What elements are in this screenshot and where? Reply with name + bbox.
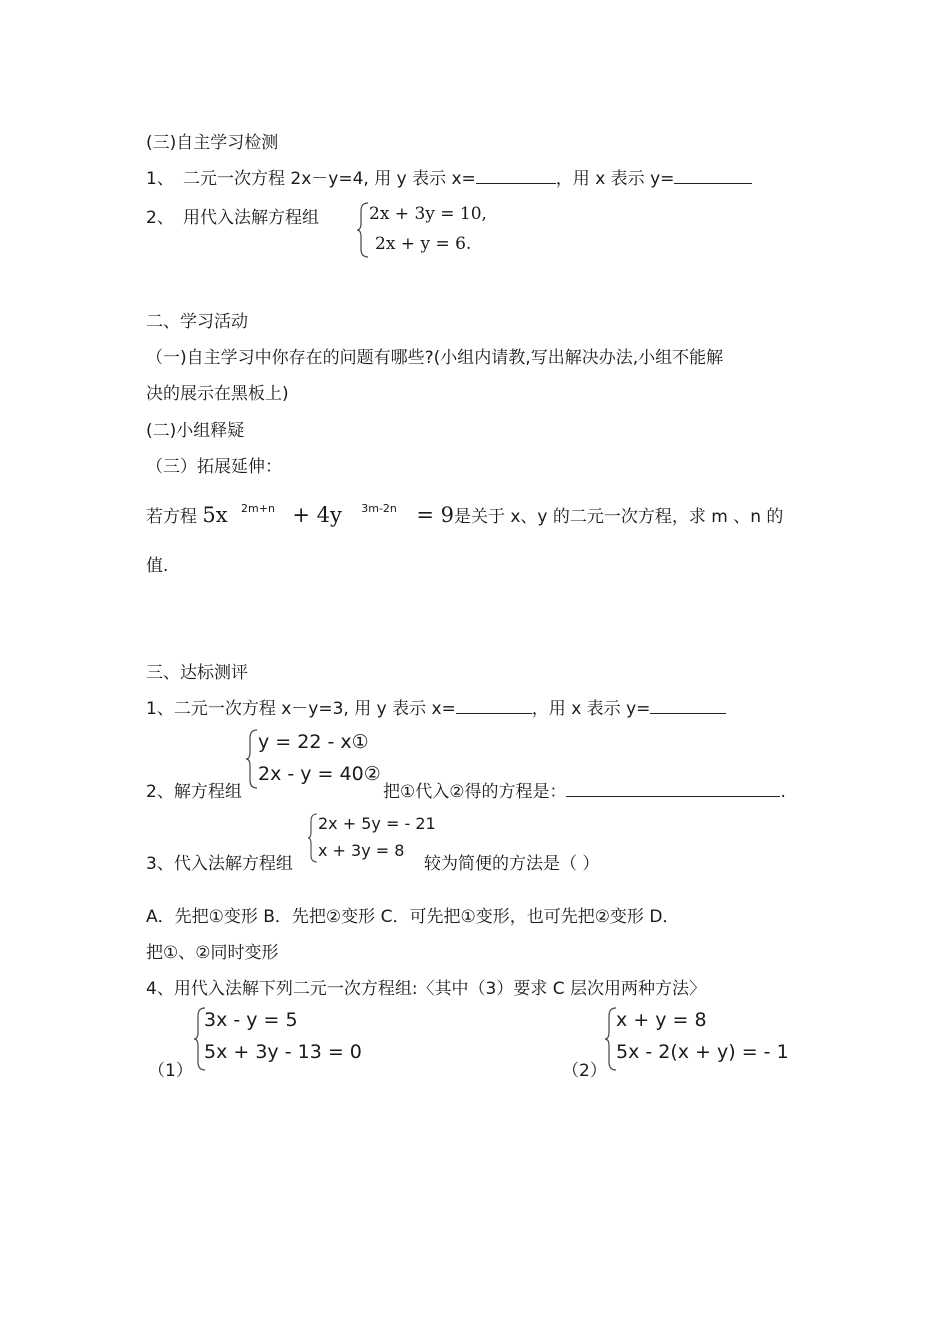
- paragraph-extension: （三）拓展延伸：: [146, 457, 282, 477]
- system-equation-2: 2x - y = 40②: [258, 763, 381, 785]
- question-1-line: [183, 164, 752, 189]
- question-1-number: 1、: [146, 169, 174, 189]
- section-heading-activity: 二、学习活动: [146, 312, 248, 332]
- answer-blank: [650, 699, 726, 714]
- exponent-2: 3m-2n: [361, 502, 397, 515]
- options-line2: 把①、②同时变形: [146, 943, 279, 963]
- system-equation-2: 2x + y = 6.: [375, 234, 472, 254]
- system-1-label: （1）: [148, 1061, 193, 1081]
- options-line1: A．先把①变形 B．先把②变形 C．可先把①变形，也可先把②变形 D．: [146, 907, 680, 927]
- term-4y: + 4y: [292, 503, 342, 527]
- test-question-2-post: [383, 777, 786, 802]
- extension-post: 是关于 x、y 的二元一次方程，求 m 、n 的: [453, 507, 784, 527]
- test-question-2-text: 把①代入②得的方程是：: [383, 782, 567, 802]
- paragraph-problems-line2: 决的展示在黑板上): [146, 384, 289, 404]
- extension-problem-line1: [146, 502, 783, 527]
- system-equation-1: 2x + 5y = - 21: [318, 814, 436, 833]
- extension-pre: 若方程: [146, 507, 197, 527]
- extension-problem-line2: 值.: [146, 556, 169, 576]
- section-heading-test: 三、达标测评: [146, 663, 248, 683]
- answer-blank: [476, 169, 556, 184]
- test-question-4: 4、用代入法解下列二元一次方程组:〈其中（3）要求 C 层次用两种方法〉: [146, 979, 707, 999]
- system-2-equation-2: 5x - 2(x + y) = - 1: [616, 1041, 789, 1063]
- test-question-3-post: 较为简便的方法是（ ）: [424, 854, 600, 874]
- test-question-1-text: 1、二元一次方程 x－y=3, 用 y 表示 x=: [146, 699, 456, 719]
- question-2-text: 用代入法解方程组: [183, 208, 319, 228]
- paragraph-problems-line1: （一)自主学习中你存在的问题有哪些?(小组内请教,写出解决办法,小组不能解: [146, 348, 724, 368]
- test-question-1: [146, 694, 726, 719]
- system-brace: [356, 201, 370, 259]
- answer-blank: [456, 699, 532, 714]
- question-1-text: 二元一次方程 2x－y=4, 用 y 表示 x=: [183, 169, 476, 189]
- exponent-1: 2m+n: [241, 502, 275, 515]
- section-heading-self-check: (三)自主学习检测: [146, 133, 279, 153]
- system-brace: [245, 728, 259, 790]
- answer-blank: [566, 782, 780, 797]
- term-5x: 5x: [202, 503, 228, 527]
- system-2-equation-1: x + y = 8: [616, 1009, 707, 1031]
- test-question-2-label: 2、解方程组: [146, 782, 242, 802]
- test-question-1-mid: ，用 x 表示 y=: [531, 699, 651, 719]
- system-equation-2: x + 3y = 8: [318, 841, 405, 860]
- system-1-equation-2: 5x + 3y - 13 = 0: [204, 1041, 362, 1063]
- system-equation-1: y = 22 - x①: [258, 731, 369, 753]
- system-1-equation-1: 3x - y = 5: [204, 1009, 298, 1031]
- test-question-3-label: 3、代入法解方程组: [146, 854, 293, 874]
- system-equation-1: 2x + 3y = 10,: [369, 204, 487, 224]
- question-2-number: 2、: [146, 208, 174, 228]
- system-2-label: （2）: [562, 1061, 607, 1081]
- paragraph-group-discussion: (二)小组释疑: [146, 421, 245, 441]
- question-1-mid: ，用 x 表示 y=: [555, 169, 675, 189]
- answer-blank: [674, 169, 752, 184]
- term-equals-9: = 9: [416, 503, 454, 527]
- period: .: [780, 782, 786, 802]
